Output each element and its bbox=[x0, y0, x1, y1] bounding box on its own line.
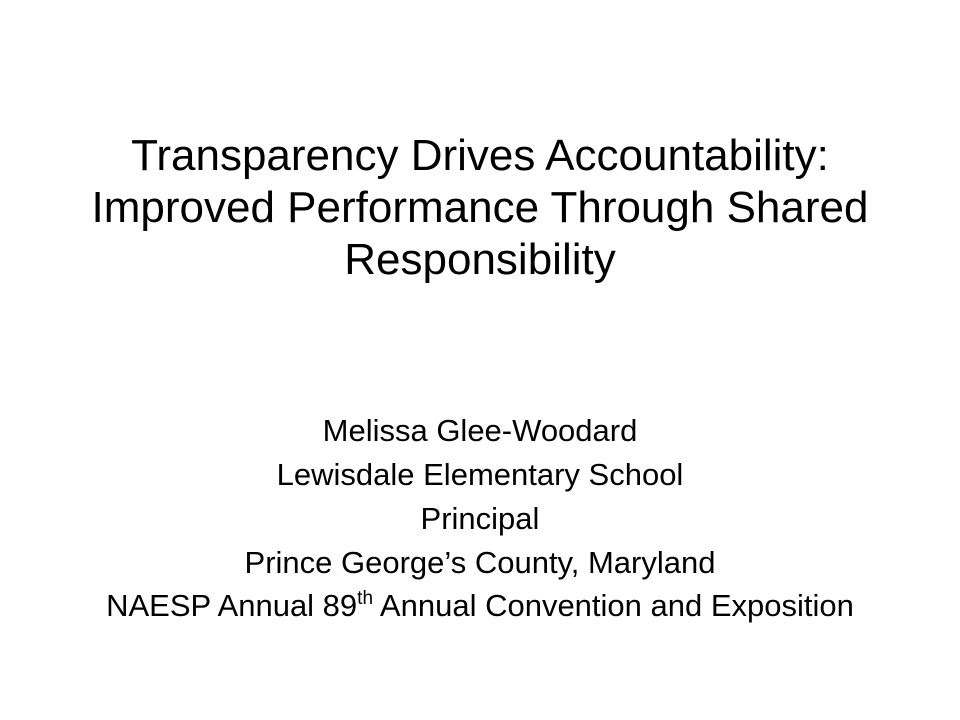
event-name-start: NAESP Annual 89 bbox=[106, 588, 358, 623]
presenter-name: Melissa Glee-Woodard bbox=[322, 413, 638, 448]
presenter-role: Principal bbox=[420, 501, 540, 536]
ordinal-suffix: th bbox=[357, 588, 374, 609]
slide-subtitle bbox=[90, 409, 870, 621]
school-name: Lewisdale Elementary School bbox=[276, 457, 684, 492]
event-name bbox=[90, 588, 870, 623]
slide-title: Transparency Drives Accountability: Improved Performance Through Shared Responsibility bbox=[91, 131, 869, 284]
event-name-end: Annual Convention and Exposition bbox=[373, 588, 854, 623]
location: Prince George’s County, Maryland bbox=[244, 545, 716, 580]
